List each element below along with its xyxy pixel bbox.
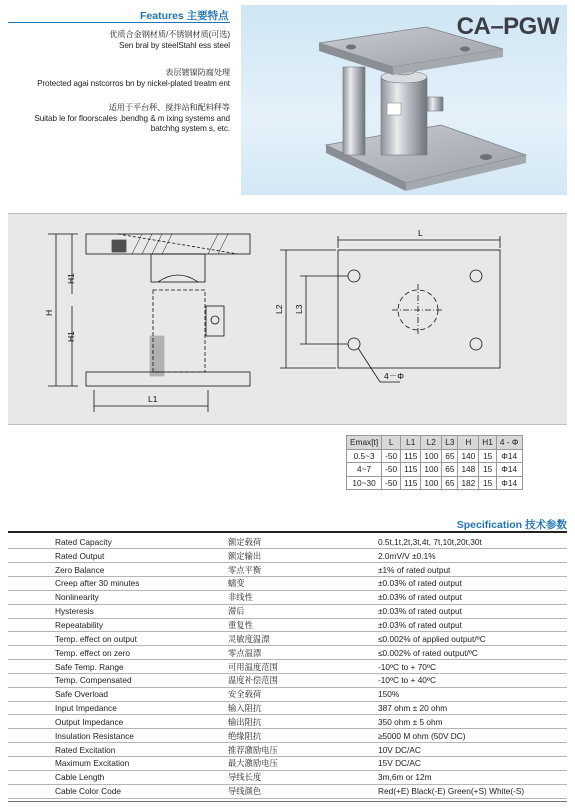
table-row <box>8 729 567 743</box>
spec-parameter-en: Temp. Compensated <box>8 673 228 687</box>
table-row <box>8 660 567 674</box>
spec-value: ≤0.002% of rated output/ºC <box>378 646 567 660</box>
spec-parameter-en: Rated Output <box>8 549 228 563</box>
table-cell: 65 <box>442 463 458 477</box>
features-title: Features 主要特点 <box>140 10 229 22</box>
dim-label-l3: L3 <box>294 304 304 314</box>
spec-parameter-cn: 可用温度范围 <box>228 660 378 674</box>
table-row <box>8 577 567 591</box>
spec-parameter-cn: 额定输出 <box>228 549 378 563</box>
feature-cn: 表层镀镍防腐处理 <box>165 68 230 77</box>
column-header: H1 <box>479 436 497 450</box>
spec-value: ±0.03% of rated output <box>378 618 567 632</box>
dim-label-h: H <box>44 309 54 316</box>
table-cell: 4~7 <box>347 463 382 477</box>
spec-parameter-cn: 零点温漂 <box>228 646 378 660</box>
table-row <box>8 646 567 660</box>
spec-parameter-en: Rated Excitation <box>8 743 228 757</box>
spec-parameter-en: Safe Overload <box>8 687 228 701</box>
dim-label-h1-bottom: H1 <box>66 331 76 342</box>
table-cell: -50 <box>382 449 401 463</box>
feature-cn: 优质合金钢材质/不锈钢材质(可选) <box>109 30 230 39</box>
table-cell: 100 <box>421 449 442 463</box>
table-row <box>8 784 567 798</box>
dim-label-l1: L1 <box>148 394 158 404</box>
table-cell: 65 <box>442 449 458 463</box>
table-cell: 100 <box>421 476 442 490</box>
spec-parameter-cn: 蠕变 <box>228 577 378 591</box>
spec-parameter-cn: 输出阻抗 <box>228 715 378 729</box>
spec-parameter-cn: 重复性 <box>228 618 378 632</box>
table-cell: 115 <box>401 463 421 477</box>
dim-label-h1-top: H1 <box>66 273 76 284</box>
column-header: H <box>458 436 479 450</box>
spec-parameter-cn: 非线性 <box>228 590 378 604</box>
column-header: Emax[t] <box>347 436 382 450</box>
spec-parameter-cn: 输入阻抗 <box>228 701 378 715</box>
spec-parameter-en: Nonlinearity <box>8 590 228 604</box>
feature-cn: 适用于平台秤、搅拌站和配料秤等 <box>108 103 230 112</box>
table-row <box>8 715 567 729</box>
spec-parameter-cn: 导线颜色 <box>228 784 378 798</box>
column-header: L2 <box>421 436 442 450</box>
table-cell: 140 <box>458 449 479 463</box>
technical-drawing-panel <box>8 213 567 425</box>
spec-parameter-en: Repeatability <box>8 618 228 632</box>
table-cell: Φ14 <box>496 476 522 490</box>
dimension-table-header <box>347 436 523 450</box>
table-cell: 15 <box>479 463 497 477</box>
spec-parameter-cn: 温度补偿范围 <box>228 673 378 687</box>
spec-value: -10ºC to + 70ºC <box>378 660 567 674</box>
table-row <box>8 549 567 563</box>
spec-value: 2.0mV/V ±0.1% <box>378 549 567 563</box>
spec-value: 387 ohm ± 20 ohm <box>378 701 567 715</box>
spec-value: ±0.03% of rated output <box>378 577 567 591</box>
spec-parameter-cn: 安全载荷 <box>228 687 378 701</box>
feature-item <box>37 68 230 89</box>
spec-value: ±0.03% of rated output <box>378 590 567 604</box>
spec-parameter-en: Cable Color Code <box>8 784 228 798</box>
technical-drawing <box>8 214 567 426</box>
spec-parameter-en: Zero Balance <box>8 563 228 577</box>
table-cell: 0.5~3 <box>347 449 382 463</box>
table-cell: 15 <box>479 449 497 463</box>
table-row <box>8 743 567 757</box>
spec-value: 10V DC/AC <box>378 743 567 757</box>
spec-value: Red(+E) Black(-E) Green(+S) White(-S) <box>378 784 567 798</box>
table-cell: -50 <box>382 463 401 477</box>
feature-en: Protected agai nstcorros bn by nickel-plated treatm ent <box>37 78 230 88</box>
column-header: L <box>382 436 401 450</box>
table-row <box>8 687 567 701</box>
table-cell: Φ14 <box>496 463 522 477</box>
table-row <box>8 604 567 618</box>
table-row <box>8 701 567 715</box>
spec-parameter-cn: 零点平衡 <box>228 563 378 577</box>
table-cell: 148 <box>458 463 479 477</box>
table-cell: 10~30 <box>347 476 382 490</box>
spec-value: ±1% of rated output <box>378 563 567 577</box>
table-row <box>8 618 567 632</box>
spec-value: ±0.03% of rated output <box>378 604 567 618</box>
table-row <box>8 770 567 784</box>
spec-value: ≥5000 M ohm (50V DC) <box>378 729 567 743</box>
table-row <box>8 632 567 646</box>
table-row <box>347 476 523 490</box>
spec-value: 15V DC/AC <box>378 757 567 771</box>
spec-parameter-en: Safe Temp. Range <box>8 660 228 674</box>
spec-parameter-en: Rated Capacity <box>8 535 228 549</box>
spec-parameter-en: Temp. effect on output <box>8 632 228 646</box>
spec-parameter-cn: 绝缘阻抗 <box>228 729 378 743</box>
feature-en-continued: batchhg system s, etc. <box>150 124 230 134</box>
spec-value: 150% <box>378 687 567 701</box>
specification-bottom-rule <box>8 801 567 802</box>
dim-label-l2: L2 <box>274 304 284 314</box>
spec-parameter-en: Hysteresis <box>8 604 228 618</box>
spec-value: 350 ohm ± 5 ohm <box>378 715 567 729</box>
table-cell: 182 <box>458 476 479 490</box>
model-name: CA–PGW <box>456 13 559 40</box>
product-photo-panel <box>241 5 567 195</box>
table-row <box>347 449 523 463</box>
spec-parameter-en: Input Impedance <box>8 701 228 715</box>
dim-label-l: L <box>418 228 423 238</box>
feature-en: Suitab le for floorscales ,bendhg & m ixing systems and <box>34 113 230 123</box>
spec-parameter-cn: 灵敏度温漂 <box>228 632 378 646</box>
spec-value: 3m,6m or 12m <box>378 770 567 784</box>
spec-parameter-en: Cable Length <box>8 770 228 784</box>
spec-parameter-cn: 最大激励电压 <box>228 757 378 771</box>
features-divider <box>8 22 230 23</box>
table-cell: -50 <box>382 476 401 490</box>
column-header: L1 <box>401 436 421 450</box>
table-cell: 115 <box>401 449 421 463</box>
specification-title: Specification 技术参数 <box>456 519 567 531</box>
table-cell: 15 <box>479 476 497 490</box>
spec-parameter-en: Maximum Excitation <box>8 757 228 771</box>
table-row <box>347 463 523 477</box>
spec-value: -10ºC to + 40ºC <box>378 673 567 687</box>
table-cell: 115 <box>401 476 421 490</box>
dimension-table <box>346 435 523 490</box>
table-cell: 100 <box>421 463 442 477</box>
feature-item <box>34 103 230 135</box>
spec-parameter-en: Output Impedance <box>8 715 228 729</box>
table-cell: 65 <box>442 476 458 490</box>
spec-parameter-en: Creep after 30 minutes <box>8 577 228 591</box>
specification-table <box>8 535 567 799</box>
table-row <box>8 673 567 687</box>
spec-parameter-en: Temp. effect on zero <box>8 646 228 660</box>
feature-item <box>109 30 230 51</box>
drawing-top-plate <box>86 234 250 254</box>
spec-parameter-cn: 额定载荷 <box>228 535 378 549</box>
spec-parameter-cn: 滞后 <box>228 604 378 618</box>
table-row <box>8 563 567 577</box>
spec-value: ≤0.002% of applied output/ºC <box>378 632 567 646</box>
feature-en: Sen bral by steelStahl ess steel <box>118 40 230 50</box>
dim-label-holes: 4－Φ <box>384 371 405 381</box>
table-row <box>8 757 567 771</box>
spec-parameter-cn: 导线长度 <box>228 770 378 784</box>
column-header: L3 <box>442 436 458 450</box>
table-row <box>8 535 567 549</box>
column-header: 4 - Φ <box>496 436 522 450</box>
spec-parameter-en: Insulation Resistance <box>8 729 228 743</box>
table-row <box>8 590 567 604</box>
spec-parameter-cn: 推荐激励电压 <box>228 743 378 757</box>
specification-divider <box>8 531 567 533</box>
table-cell: Φ14 <box>496 449 522 463</box>
spec-value: 0.5t,1t,2t,3t,4t, 7t,10t,20t,30t <box>378 535 567 549</box>
